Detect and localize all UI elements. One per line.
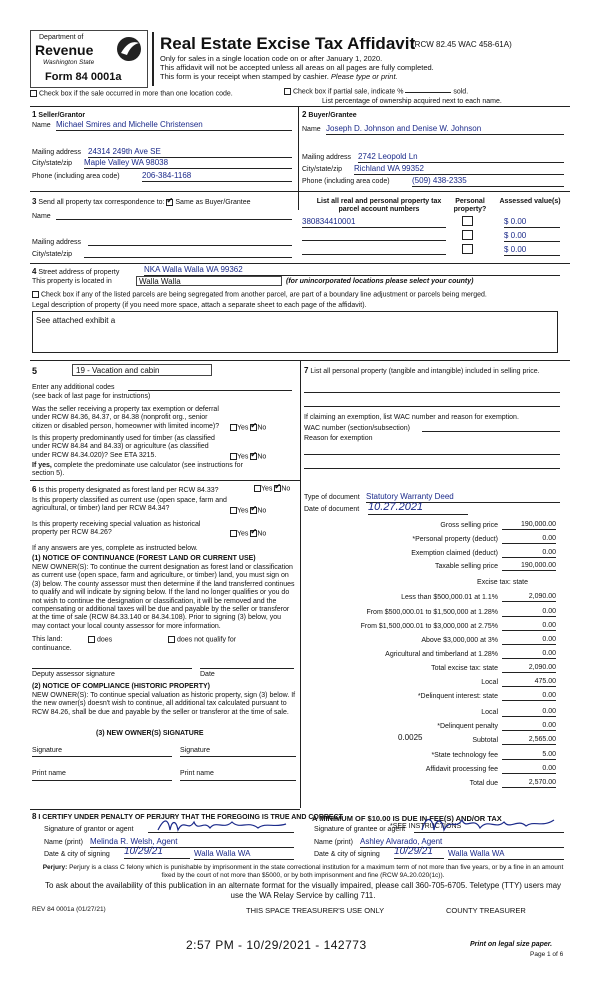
calc-row	[306, 766, 556, 776]
s6-q3: Is this property receiving special valuation as historical property per RCW 84.26?	[32, 521, 201, 537]
personal-property-checkbox-1[interactable]	[462, 216, 473, 226]
treasurer-space: THIS SPACE TREASURER'S USE ONLY	[246, 906, 385, 915]
s6-q1-no-checkbox[interactable]	[274, 485, 281, 492]
calc-row-value[interactable]: 0.00	[502, 722, 556, 731]
legal-description[interactable]: See attached exhibit a	[32, 311, 558, 353]
buyer-name[interactable]: Joseph D. Johnson and Denise W. Johnson	[326, 124, 564, 135]
rev-number: REV 84 0001a (01/27/21)	[32, 906, 106, 913]
located-note: (for unincorporated locations please select your county)	[286, 278, 474, 285]
wac-row: WAC number (section/subsection)	[304, 425, 560, 433]
certify-row: 8 I CERTIFY UNDER PENALTY OF PERJURY THAT THE FOREGOING IS TRUE AND CORRECT	[32, 812, 343, 821]
calc-row	[306, 780, 556, 790]
calc-row-value[interactable]: 475.00	[502, 678, 556, 687]
calc-row	[306, 536, 556, 546]
local-rate: 0.0025	[398, 733, 423, 742]
personal-header: Personal property?	[453, 198, 487, 214]
notice2-title: (2) NOTICE OF COMPLIANCE (HISTORIC PROPERTY)	[32, 683, 210, 690]
correspondence-row: 3 Send all property tax correspondence to: ✔ Same as Buyer/Grantee	[32, 197, 250, 207]
seller-name[interactable]: Michael Smires and Michelle Christensen	[56, 120, 292, 131]
multi-location-checkbox[interactable]	[30, 90, 37, 97]
s6-q1: 6 Is this property designated as forest land per RCW 84.33?	[32, 485, 219, 494]
doc-date-row: Date of document 10.27.2021	[304, 506, 560, 514]
calc-row-value[interactable]: 0.00	[502, 636, 556, 645]
header-line1: Only for sales in a single location code on or after January 1, 2020.	[160, 54, 383, 63]
s3-city-row: City/state/zip	[32, 251, 294, 259]
use-code-select[interactable]: 19 - Vacation and cabin	[72, 364, 212, 376]
ownership-note: List percentage of ownership acquired next to each name.	[322, 98, 502, 105]
s5-q1-no-checkbox[interactable]	[250, 424, 257, 431]
buyer-mailing[interactable]: 2742 Leopold Ln	[358, 152, 564, 163]
s6-q2: Is this property classified as current use (open space, farm and agricultural, or timber) land per RCW 84.34?	[32, 497, 227, 513]
calc-row-label: From $500,000.01 to $1,500,000 at 1.28%	[366, 609, 498, 616]
owner-sig-label-2: Signature	[180, 747, 210, 754]
calc-row-label: Total excise tax: state	[431, 665, 498, 672]
buyer-city-row: City/state/zip Richland WA 99352	[302, 166, 564, 174]
seller-city-row: City/state/zip Maple Valley WA 98038	[32, 160, 294, 168]
assessed-value-3[interactable]: $ 0.00	[504, 245, 560, 256]
calc-row-value[interactable]: 190,000.00	[502, 562, 556, 571]
calc-row-label: *Personal property (deduct)	[412, 536, 498, 543]
see-instructions: *SEE INSTRUCTIONS	[390, 823, 462, 830]
calc-row-value[interactable]: 2,565.00	[502, 736, 556, 745]
grantor-sig-row: Signature of grantor or agent	[44, 826, 294, 834]
calc-row-value[interactable]: 2,090.00	[502, 593, 556, 602]
grantor-signature	[154, 816, 294, 834]
calc-row-label: *State technology fee	[431, 752, 498, 759]
calc-row	[306, 609, 556, 619]
minimum-due: A MINIMUM OF $10.00 IS DUE IN FEE(S) AND/OR TAX	[312, 814, 502, 823]
s5-q2: Is this property predominantly used for timber (as classified under RCW 84.84 and 84.33) or agriculture (as classified under RCW 84.34.020)? See ETA 3215.	[32, 435, 215, 459]
alt-format-note: To ask about the availability of this publication in an alternate format for the visually impaired, please call 360-705-6705. Teletype (TTY) users may use the WA Relay Service by calling 711.	[44, 881, 562, 900]
seller-phone-row: Phone (including area code) 206-384-1168	[32, 173, 294, 181]
s6-if-yes: If any answers are yes, complete as instructed below.	[32, 545, 198, 552]
s6-q2-answer: Yes ✔ No	[230, 507, 266, 516]
s5-q1: Was the seller receiving a property tax exemption or deferral under RCW 84.36, 84.37, or 84.38 (nonprofit org., senior citizen or disabled person, homeowner with limited income)?	[32, 406, 220, 430]
grantor-city[interactable]: Walla Walla WA	[194, 849, 294, 860]
s6-q1-yes-checkbox[interactable]	[254, 485, 261, 492]
seller-city[interactable]: Maple Valley WA 98038	[84, 158, 292, 169]
located-row: This property is located in Walla Walla (for unincorporated locations please select your county)	[32, 277, 474, 286]
s5-q1-yes-checkbox[interactable]	[230, 424, 237, 431]
owner-print-label-2: Print name	[180, 770, 214, 777]
calc-row-value[interactable]: 190,000.00	[502, 521, 556, 530]
header-line2: This affidavit will not be accepted unless all areas on all pages are fully completed.	[160, 63, 434, 72]
calc-row-value[interactable]: 0.00	[502, 535, 556, 544]
dept-state: Washington State	[43, 59, 95, 66]
parcel-number-3[interactable]	[302, 254, 446, 255]
dor-swoosh-icon	[115, 35, 143, 63]
calc-row	[306, 665, 556, 675]
calc-row-label: Gross selling price	[440, 522, 498, 529]
calc-row	[306, 579, 556, 589]
buyer-mailing-row: Mailing address 2742 Leopold Ln	[302, 154, 564, 162]
grantee-signature	[418, 814, 558, 834]
seller-name-row: Name Michael Smires and Michelle Christensen	[32, 122, 294, 130]
calc-row	[306, 522, 556, 532]
notice1-body: NEW OWNER(S): To continue the current designation as forest land or classification as current use (open space, farm and agriculture, or timber) land, you must sign on (3) below. The county assessor must then determine if the land transferred continues to qualify and will indicate by signing below. If the land no longer qualifies or you do not wish to continue the designation or classification, it will be removed and the compensating or additional taxes will be due and payable by the seller or transferor at the time of sale (RCW 84.33.140 or 84.34.108). Prior to signing (3) below, you may contact your local county assessor for more information.	[32, 564, 295, 630]
notice2-body: NEW OWNER(S): To continue special valuation as historic property, sign (3) below. If the new owner(s) doesn't wish to continue, all additional tax calculated pursuant to RCW 84.26, shall be due and payable by the seller or transferor at the time of sale.	[32, 692, 296, 716]
grantee-sig-row: Signature of grantee or agent	[314, 826, 564, 834]
grantor-name[interactable]: Melinda R. Welsh, Agent	[90, 837, 294, 848]
reason-row: Reason for exemption	[304, 435, 373, 442]
form-number: Form 84 0001a	[45, 71, 122, 83]
calc-row	[306, 693, 556, 703]
calc-row-label: Total due	[469, 780, 498, 787]
s5-q2-answer: Yes ✔ No	[230, 453, 266, 462]
calc-row	[306, 709, 556, 719]
grantee-city[interactable]: Walla Walla WA	[448, 849, 564, 860]
seller-mailing[interactable]: 24314 249th Ave SE	[88, 147, 292, 158]
calc-row-label: Subtotal	[472, 737, 498, 744]
assessed-header: Assessed value(s)	[499, 198, 561, 205]
buyer-heading: 2 Buyer/Grantee	[302, 110, 357, 119]
partial-sale-checkbox[interactable]	[284, 88, 291, 95]
calc-row-label: Exemption claimed (deduct)	[411, 550, 498, 557]
parcel-number-2[interactable]	[302, 240, 446, 241]
assessed-value-1[interactable]: $ 0.00	[504, 217, 560, 228]
seller-mailing-row: Mailing address 24314 249th Ave SE	[32, 149, 294, 157]
calc-row-value[interactable]: 0.00	[502, 650, 556, 659]
grantee-date-row: Date & city of signing 10/29/21 Walla Walla WA	[314, 851, 564, 859]
calc-row-value[interactable]: 0.00	[502, 708, 556, 717]
grantee-date[interactable]: 10/29/21	[394, 846, 444, 859]
calc-row-label: Affidavit processing fee	[425, 766, 498, 773]
seller-phone[interactable]: 206-384-1168	[142, 171, 292, 182]
form-title: Real Estate Excise Tax Affidavit	[160, 34, 416, 53]
s6-q2-yes-checkbox[interactable]	[230, 507, 237, 514]
buyer-phone-row: Phone (including area code) (509) 438-2335	[302, 178, 564, 186]
new-owner-sig-title: (3) NEW OWNER(S) SIGNATURE	[96, 730, 204, 737]
legal-label: Legal description of property (if you need more space, attach a separate sheet to each page of the affidavit).	[32, 302, 367, 309]
dept-revenue: Revenue	[35, 42, 94, 58]
s3-name-row: Name	[32, 213, 294, 221]
calc-row-value[interactable]: 0.00	[502, 622, 556, 631]
grantee-name[interactable]: Ashley Alvarado, Agent	[360, 837, 564, 848]
doc-type-row: Type of document Statutory Warranty Deed	[304, 494, 560, 502]
header-line3: This form is your receipt when stamped by cashier. Please type or print.	[160, 72, 398, 81]
s6-q3-answer: Yes ✔ No	[230, 530, 266, 539]
calc-row-value[interactable]: 0.00	[502, 549, 556, 558]
dor-logo	[30, 30, 148, 88]
calc-row	[306, 594, 556, 604]
segregated-row: Check box if any of the listed parcels are being segregated from another parcel, are part of a boundary line adjustment or parcels being merged.	[32, 291, 562, 300]
grantor-name-row: Name (print) Melinda R. Welsh, Agent	[44, 839, 294, 847]
form-rcw: (RCW 82.45 WAC 458-61A)	[412, 40, 512, 49]
personal-property-checkbox-3[interactable]	[462, 244, 473, 254]
deputy-date-label: Date	[200, 671, 215, 678]
calc-row-value[interactable]: 5.00	[502, 751, 556, 760]
land-does-checkbox[interactable]	[88, 636, 95, 643]
assessed-value-2[interactable]: $ 0.00	[504, 231, 560, 242]
located-select[interactable]: Walla Walla	[136, 276, 282, 286]
continuance-label: continuance.	[32, 645, 72, 652]
calc-row-value[interactable]: 0.00	[502, 765, 556, 774]
calc-row	[306, 723, 556, 733]
parcel-number-1[interactable]: 380834410001	[302, 217, 446, 228]
s6-q3-no-checkbox[interactable]	[250, 530, 257, 537]
s6-q3-yes-checkbox[interactable]	[230, 530, 237, 537]
land-does-not-checkbox[interactable]	[168, 636, 175, 643]
calc-row	[306, 679, 556, 689]
owner-sig-label-1: Signature	[32, 747, 62, 754]
legal-size-note: Print on legal size paper.	[470, 941, 553, 948]
s7-label: 7 List all personal property (tangible and intangible) included in selling price.	[304, 366, 540, 375]
calc-row-label: Taxable selling price	[434, 563, 498, 570]
owner-print-label-1: Print name	[32, 770, 66, 777]
street-row: 4 Street address of property NKA Walla Walla WA 99362	[32, 267, 562, 277]
calc-row-label: Local	[481, 709, 498, 716]
county-treasurer: COUNTY TREASURER	[446, 906, 526, 915]
buyer-phone[interactable]: (509) 438-2335	[412, 176, 564, 187]
calc-row-label: *Delinquent interest: state	[417, 693, 498, 700]
calc-row	[306, 550, 556, 560]
deputy-sig-label: Deputy assessor signature	[32, 671, 115, 678]
buyer-city[interactable]: Richland WA 99352	[354, 164, 564, 175]
calc-row	[306, 752, 556, 762]
calc-row	[306, 563, 556, 573]
exemption-label: If claiming an exemption, list WAC number and reason for exemption.	[304, 414, 519, 421]
calc-row-label: *Delinquent penalty	[437, 723, 498, 730]
multi-location-row: Check box if the sale occurred in more than one location code.	[30, 90, 233, 99]
same-as-buyer-checkbox[interactable]	[166, 199, 173, 206]
additional-codes-row: Enter any additional codes	[32, 384, 292, 392]
calc-row-label: Less than $500,000.01 at 1.1%	[401, 594, 498, 601]
grantor-date-row: Date & city of signing 10/29/21 Walla Walla WA	[44, 851, 294, 859]
calc-row	[306, 623, 556, 633]
seller-heading: 1 Seller/Grantor	[32, 110, 86, 119]
calc-row-value[interactable]: 0.00	[502, 692, 556, 701]
doc-type[interactable]: Statutory Warranty Deed	[366, 492, 560, 503]
receipt-stamp: 2:57 PM - 10/29/2021 - 142773	[186, 938, 367, 952]
s5-q1-answer: Yes ✔ No	[230, 424, 266, 433]
calc-row-label: From $1,500,000.01 to $3,000,000 at 2.75%	[360, 623, 498, 630]
grantee-name-row: Name (print) Ashley Alvarado, Agent	[314, 839, 564, 847]
calc-row-label: Excise tax: state	[477, 579, 528, 586]
property-street[interactable]: NKA Walla Walla WA 99362	[144, 265, 560, 276]
calc-row-value[interactable]: 2,570.00	[502, 779, 556, 788]
s5-q2-note: If yes, complete the predominate use calculator (see instructions for section 5).	[32, 462, 243, 478]
calc-row-label: Above $3,000,000 at 3%	[421, 637, 498, 644]
perjury-note: Perjury: Perjury is a class C felony which is punishable by imprisonment in the state correctional institution for a maximum term of not more than five years, or by a fine in an amount fixed by the court of not more than $5000, or by both imprisonment and fine (RCW 9A.20.020(1c)).	[42, 864, 564, 879]
grantor-date[interactable]: 10/29/21	[124, 846, 190, 859]
this-land-row: This land: does does not qualify for	[32, 636, 237, 644]
calc-row-label: Agricultural and timberland at 1.28%	[385, 651, 498, 658]
calc-row-label: Local	[481, 679, 498, 686]
see-back-note: (see back of last page for instructions)	[32, 393, 151, 400]
calc-row-value[interactable]: 0.00	[502, 608, 556, 617]
partial-sale-row: Check box if partial sale, indicate % sold.	[284, 88, 468, 97]
parcel-header: List all real and personal property tax parcel account numbers	[316, 198, 442, 214]
s3-mailing-row: Mailing address	[32, 239, 294, 247]
dept-of: Department of	[39, 34, 84, 41]
s6-q2-no-checkbox[interactable]	[250, 507, 257, 514]
s5-num: 5	[32, 366, 38, 376]
calc-row-value[interactable]: 2,090.00	[502, 664, 556, 673]
personal-property-checkbox-2[interactable]	[462, 230, 473, 240]
s5-q2-yes-checkbox[interactable]	[230, 453, 237, 460]
s6-q1-answer: Yes ✔ No	[254, 485, 290, 494]
doc-date[interactable]: 10.27.2021	[368, 501, 468, 515]
s5-q2-no-checkbox[interactable]	[250, 453, 257, 460]
calc-row	[306, 637, 556, 647]
calc-row	[306, 737, 556, 747]
page-number: Page 1 of 6	[530, 951, 564, 958]
calc-row	[306, 651, 556, 661]
buyer-name-row: Name Joseph D. Johnson and Denise W. Johnson	[302, 126, 564, 134]
notice1-title: (1) NOTICE OF CONTINUANCE (FOREST LAND OR CURRENT USE)	[32, 555, 256, 562]
segregated-checkbox[interactable]	[32, 291, 39, 298]
